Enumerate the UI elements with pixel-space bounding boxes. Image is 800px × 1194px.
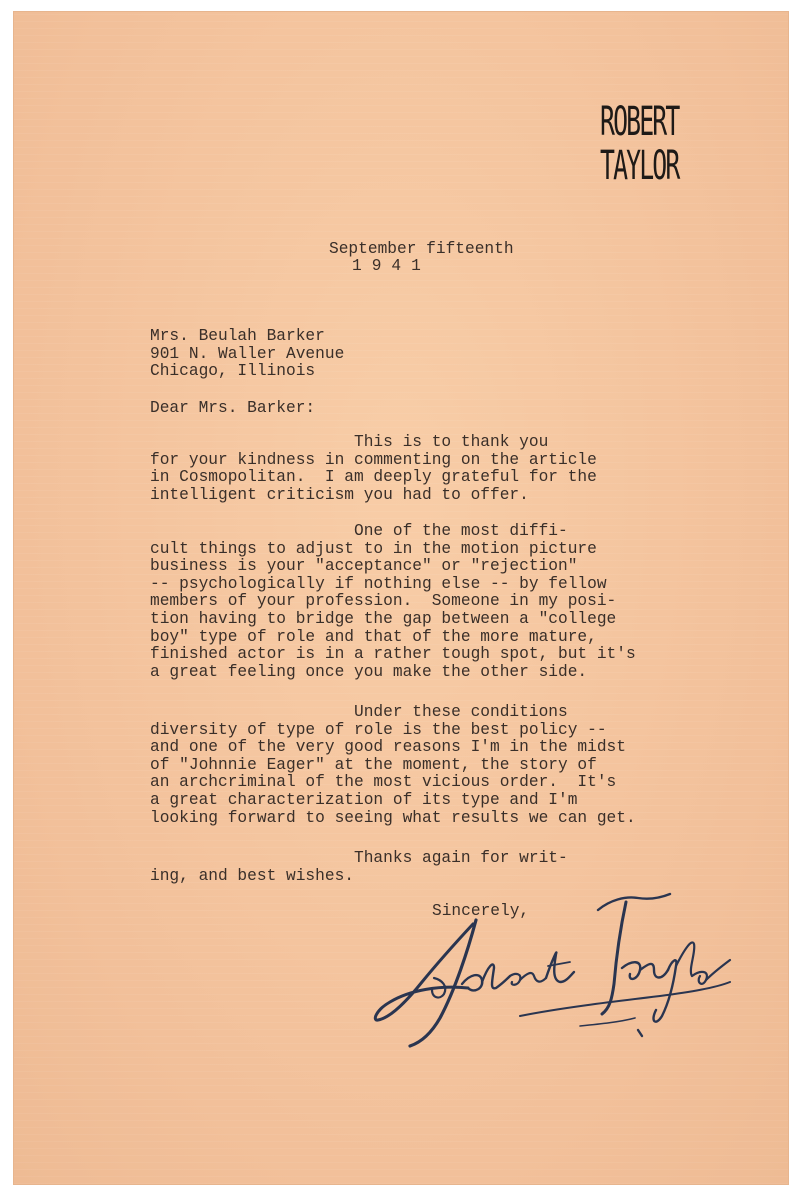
recipient-name: Mrs. Beulah Barker [150, 327, 325, 345]
closing: Sincerely, [432, 902, 530, 920]
letterhead-line2: TAYLOR [600, 143, 679, 189]
date-line: September fifteenth [329, 240, 514, 258]
body-paragraph-4: Thanks again for writ- ing, and best wishes. [150, 849, 568, 885]
letterhead-line1: ROBERT [600, 99, 679, 145]
date-year: 1941 [352, 257, 431, 275]
salutation: Dear Mrs. Barker: [150, 399, 316, 417]
recipient-address [150, 328, 344, 381]
letterhead [600, 100, 678, 188]
body-paragraph-2: One of the most diffi- cult things to adjust to in the motion picture business is your "acceptance" or "rejection" -- psychologically if nothing else -- by fellow members of your profession. Someone in my posi- tion having to bridge the gap between a "college boy" type of role and that of the more mature, finished actor is in a rather tough spot, but it's a great feeling once you make the other side. [150, 522, 636, 681]
recipient-street: 901 N. Waller Avenue [150, 344, 345, 363]
body-paragraph-1: This is to thank you for your kindness in commenting on the article in Cosmopolitan. I am deeply grateful for the intelligent criticism you had to offer. [150, 433, 597, 504]
handwritten-signature [370, 890, 750, 1060]
recipient-city: Chicago, Illinois [150, 362, 316, 381]
body-paragraph-3: Under these conditions diversity of type of role is the best policy -- and one of the very good reasons I'm in the midst of "Johnnie Eager" at the moment, the story of an archcriminal of the most vicious order. It's a great characterization of its type and I'm looking forward to seeing what results we can get. [150, 703, 636, 827]
